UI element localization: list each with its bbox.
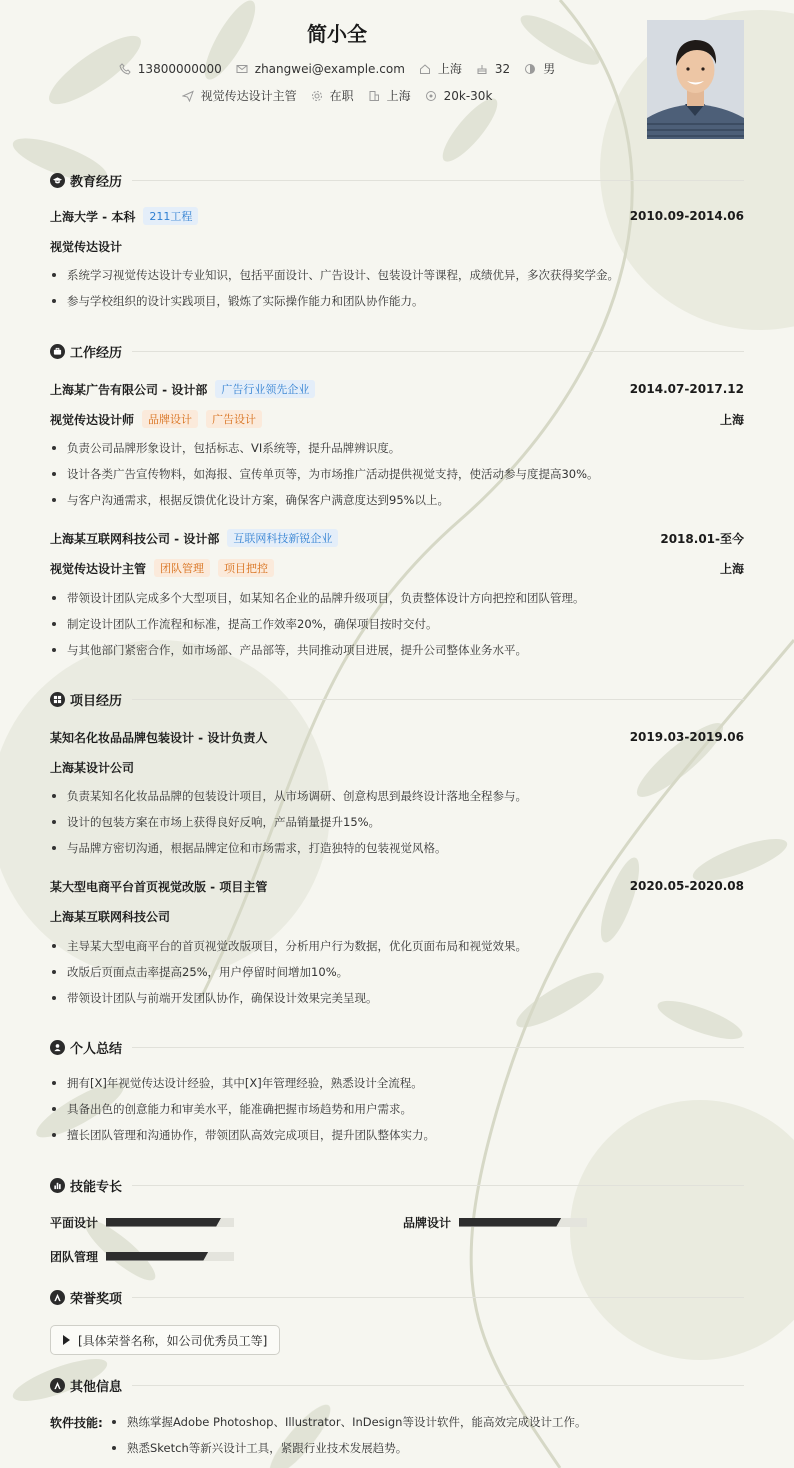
skill-name: 品牌设计: [403, 1215, 452, 1230]
list-item: 改版后页面点击率提高25%，用户停留时间增加10%。: [50, 962, 744, 988]
skill-name: 平面设计: [50, 1215, 99, 1230]
status-item: [311, 87, 354, 104]
list-item: 拥有[X]年视觉传达设计经验，其中[X]年管理经验，熟悉设计全流程。: [50, 1073, 744, 1099]
honor-item-text: [具体荣誉名称，如公司优秀员工等]: [78, 1333, 268, 1348]
other-section: [50, 1375, 744, 1395]
status-text: 在职: [329, 89, 354, 103]
list-item: 与品牌方密切沟通，根据品牌定位和市场需求，打造独特的包装视觉风格。: [50, 838, 744, 864]
role-tag: 品牌设计: [142, 410, 198, 428]
role-name: 视觉传达设计主管: [50, 561, 147, 576]
project-name: 某大型电商平台首页视觉改版 - 项目主管: [50, 879, 268, 894]
phone-text: 13800000000: [137, 61, 222, 76]
info-icon: [50, 1378, 65, 1393]
summary-title: 个人总结: [70, 1041, 123, 1057]
list-item: 熟悉Sketch等新兴设计工具，紧跟行业技术发展趋势。: [110, 1438, 586, 1464]
list-item: 设计的包装方案在市场上获得良好反响，产品销量提升15%。: [50, 812, 744, 838]
other-header: [50, 1375, 744, 1395]
software-skills-list: [110, 1412, 586, 1464]
list-item: 制定设计团队工作流程和标准，提高工作效率20%，确保项目按时交付。: [50, 614, 744, 640]
section-divider: [132, 1047, 744, 1048]
list-item: 主导某大型电商平台的首页视觉改版项目，分析用户行为数据，优化页面布局和视觉效果。: [50, 936, 744, 962]
honors-header: [50, 1287, 744, 1307]
projects-title: 项目经历: [70, 693, 123, 709]
education-row: [50, 206, 744, 226]
project-name: 某知名化妆品品牌包装设计 - 设计负责人: [50, 730, 268, 745]
project-bullets: [50, 936, 744, 1014]
job-location: 上海: [719, 412, 744, 427]
role-tag: 项目把控: [218, 559, 274, 577]
cake-icon: [476, 63, 488, 75]
skill-level-bar: [106, 1218, 221, 1227]
skills-title: 技能专长: [70, 1179, 123, 1195]
education-section: [50, 170, 744, 320]
school-tag: 211工程: [143, 207, 198, 225]
section-divider: [132, 351, 744, 352]
skill-track: [459, 1218, 587, 1227]
education-period: 2010.09-2014.06: [629, 209, 744, 223]
work-title: 工作经历: [70, 345, 123, 361]
award-icon: [50, 1290, 65, 1305]
summary-section: [50, 1037, 744, 1147]
skill-level-bar: [459, 1218, 561, 1227]
gender-icon: [524, 63, 536, 75]
coin-icon: [425, 90, 437, 102]
phone-icon: [119, 63, 131, 75]
project-company: 上海某设计公司: [50, 760, 135, 775]
skills-header: [50, 1175, 744, 1195]
profile-photo: [647, 20, 744, 139]
software-skills-label: 软件技能:: [50, 1416, 103, 1430]
work-header: [50, 341, 744, 361]
company-name: 上海某互联网科技公司 - 设计部: [50, 531, 220, 546]
skill-track: [106, 1252, 234, 1261]
section-divider: [132, 1385, 744, 1386]
work-section: [50, 341, 744, 671]
company-tag: 广告行业领先企业: [215, 380, 315, 398]
gender-item: [524, 60, 555, 77]
role-row: [50, 409, 744, 429]
skill-level-bar: [106, 1252, 208, 1261]
project-bullets: [50, 786, 744, 864]
skill-name: 团队管理: [50, 1249, 99, 1264]
job-intent-row: [0, 87, 674, 104]
list-item: 带领设计团队完成多个大型项目，如某知名企业的品牌升级项目，负责整体设计方向把控和团队管理。: [50, 588, 744, 614]
summary-header: [50, 1037, 744, 1057]
gear-icon: [311, 90, 323, 102]
honors-title: 荣誉奖项: [70, 1291, 123, 1307]
graduation-cap-icon: [50, 173, 65, 188]
honor-toggle-button[interactable]: [50, 1325, 280, 1355]
home-icon: [419, 63, 431, 75]
age-text: 32: [494, 61, 511, 76]
position-text: 视觉传达设计主管: [200, 89, 297, 103]
age-item: [476, 62, 510, 76]
job-period: 2018.01-至今: [660, 531, 744, 546]
role-name: 视觉传达设计师: [50, 412, 135, 427]
role-row: [50, 558, 744, 578]
skills-section: [50, 1175, 744, 1195]
bar-chart-icon: [50, 1178, 65, 1193]
skill-track: [106, 1218, 234, 1227]
phone-item: [119, 62, 222, 76]
role-tag: 团队管理: [154, 559, 210, 577]
job-bullets: [50, 438, 744, 516]
list-item: 负责公司品牌形象设计，包括标志、VI系统等，提升品牌辨识度。: [50, 438, 744, 464]
major-name: 视觉传达设计: [50, 239, 123, 254]
list-item: 系统学习视觉传达设计专业知识，包括平面设计、广告设计、包装设计等课程，成绩优异，多次获得奖学金。: [50, 265, 744, 291]
email-text: zhangwei@example.com: [254, 61, 405, 76]
role-tag: 广告设计: [206, 410, 262, 428]
list-item: 熟练掌握Adobe Photoshop、Illustrator、InDesign等设计软件，能高效完成设计工作。: [110, 1412, 586, 1438]
list-item: 带领设计团队与前端开发团队协作，确保设计效果完美呈现。: [50, 988, 744, 1014]
project-period: 2020.05-2020.08: [629, 879, 744, 893]
section-divider: [132, 1185, 744, 1186]
city-item: [368, 87, 411, 104]
section-divider: [132, 1297, 744, 1298]
job-row: [50, 379, 744, 399]
project-company-row: [50, 906, 744, 926]
list-item: 与客户沟通需求，根据反馈优化设计方案，确保客户满意度达到95%以上。: [50, 490, 744, 516]
job-period: 2014.07-2017.12: [629, 382, 744, 396]
list-item: 参与学校组织的设计实践项目，锻炼了实际操作能力和团队协作能力。: [50, 291, 744, 317]
list-item: 具备出色的创意能力和审美水平，能准确把握市场趋势和用户需求。: [50, 1099, 744, 1125]
building-icon: [368, 90, 380, 102]
other-title: 其他信息: [70, 1379, 123, 1395]
user-icon: [50, 1040, 65, 1055]
project-company-row: [50, 757, 744, 777]
section-divider: [132, 180, 744, 181]
project-period: 2019.03-2019.06: [629, 730, 744, 744]
mail-icon: [236, 63, 248, 75]
list-item: 负责某知名化妆品品牌的包装设计项目，从市场调研、创意构思到最终设计落地全程参与。: [50, 786, 744, 812]
summary-bullets: [50, 1073, 744, 1151]
caret-right-icon: [63, 1335, 70, 1345]
contact-row: [0, 60, 674, 77]
list-item: 与其他部门紧密合作，如市场部、产品部等，共同推动项目进展，提升公司整体业务水平。: [50, 640, 744, 666]
school-name: 上海大学 - 本科: [50, 209, 136, 224]
gender-text: 男: [543, 62, 556, 76]
company-tag: 互联网科技新锐企业: [227, 529, 338, 547]
skill-item: [50, 1214, 234, 1230]
send-icon: [182, 90, 194, 102]
projects-header: [50, 689, 744, 709]
city-text: 上海: [386, 89, 411, 103]
location-item: [419, 60, 462, 77]
project-row: [50, 876, 744, 896]
skill-item: [403, 1214, 587, 1230]
honors-section: [50, 1287, 744, 1307]
email-item: [236, 62, 405, 76]
project-company: 上海某互联网科技公司: [50, 909, 171, 924]
candidate-name: 简小全: [307, 22, 367, 46]
job-row: [50, 528, 744, 548]
education-header: [50, 170, 744, 190]
salary-item: [425, 89, 493, 103]
job-bullets: [50, 588, 744, 666]
project-row: [50, 727, 744, 747]
projects-section: [50, 689, 744, 1019]
list-item: 擅长团队管理和沟通协作，带领团队高效完成项目，提升团队整体实力。: [50, 1125, 744, 1151]
skill-item: [50, 1248, 234, 1264]
location-text: 上海: [437, 62, 462, 76]
education-title: 教育经历: [70, 174, 123, 190]
briefcase-icon: [50, 344, 65, 359]
position-item: [182, 87, 297, 104]
salary-text: 20k-30k: [443, 88, 493, 103]
grid-icon: [50, 692, 65, 707]
major-row: [50, 236, 744, 256]
section-divider: [132, 699, 744, 700]
job-location: 上海: [719, 561, 744, 576]
education-bullets: [50, 265, 744, 317]
company-name: 上海某广告有限公司 - 设计部: [50, 382, 208, 397]
list-item: 设计各类广告宣传物料，如海报、宣传单页等，为市场推广活动提供视觉支持，使活动参与度提高30%。: [50, 464, 744, 490]
